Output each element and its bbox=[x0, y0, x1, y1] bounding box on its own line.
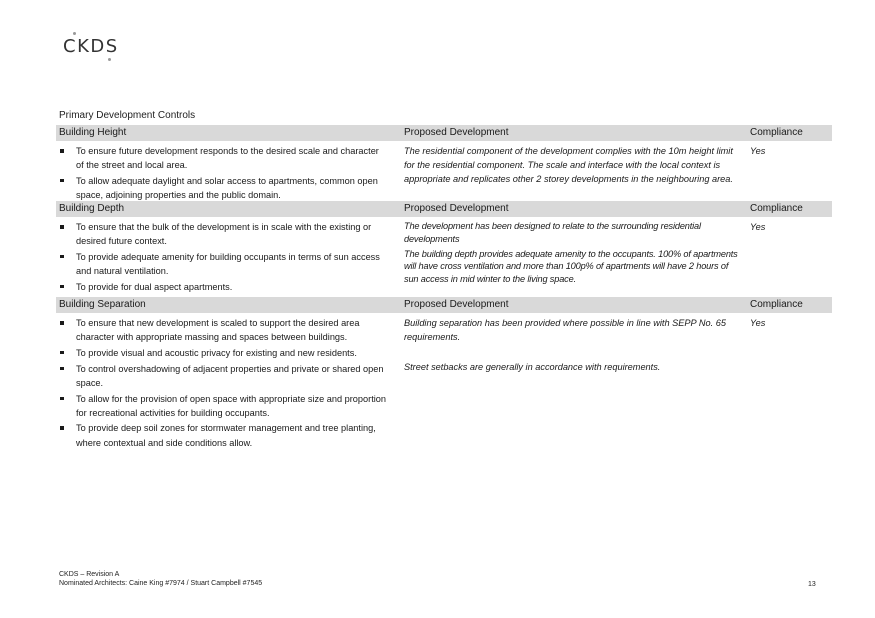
objective-item: To allow for the provision of open space with appropriate size and proportion for recreational activities for building occupants. bbox=[56, 392, 386, 420]
objectives-list bbox=[56, 144, 386, 204]
objective-item: To provide for dual aspect apartments. bbox=[56, 280, 386, 294]
objective-item: To ensure that new development is scaled to support the desired area character with appropriate massing and spaces between buildings. bbox=[56, 316, 386, 344]
section-header-building-depth bbox=[56, 201, 832, 217]
proposed-development bbox=[404, 220, 740, 286]
logo-dot-bottom bbox=[108, 58, 111, 61]
objectives-list bbox=[56, 316, 386, 451]
page-number: 13 bbox=[808, 581, 816, 588]
proposed-text: The building depth provides adequate amenity to the occupants. 100% of apartments will have cross ventilation and more than 100p% of apartments will have 2 hours of sun access in mid winter to the living space. bbox=[404, 248, 738, 285]
compliance-header: Compliance bbox=[750, 203, 803, 214]
ckds-logo bbox=[63, 32, 133, 66]
proposed-development bbox=[404, 144, 740, 187]
objective-item: To provide adequate amenity for building occupants in terms of sun access and natural ventilation. bbox=[56, 250, 386, 278]
controls-table bbox=[56, 125, 832, 453]
section-title: Primary Development Controls bbox=[59, 110, 196, 121]
objective-item: To ensure that the bulk of the development is in scale with the existing or desired future context. bbox=[56, 220, 386, 248]
compliance-value: Yes bbox=[750, 146, 766, 156]
proposed-text: Building separation has been provided where possible in line with SEPP No. 65 requirements. bbox=[404, 318, 726, 343]
section-row-building-depth bbox=[56, 217, 832, 297]
objectives-list bbox=[56, 220, 386, 296]
section-row-building-height bbox=[56, 141, 832, 201]
section-heading: Building Height bbox=[59, 127, 127, 138]
proposed-header: Proposed Development bbox=[404, 127, 509, 138]
footer bbox=[59, 570, 262, 588]
proposed-header: Proposed Development bbox=[404, 299, 509, 310]
compliance-value: Yes bbox=[750, 318, 766, 328]
section-heading: Building Separation bbox=[59, 299, 146, 310]
objective-item: To control overshadowing of adjacent properties and private or shared open space. bbox=[56, 362, 386, 390]
objective-item: To allow adequate daylight and solar access to apartments, common open space, adjoining properties and the public domain. bbox=[56, 174, 386, 202]
proposed-header: Proposed Development bbox=[404, 203, 509, 214]
section-row-building-separation bbox=[56, 313, 832, 453]
compliance-value: Yes bbox=[750, 222, 766, 232]
compliance-header: Compliance bbox=[750, 127, 803, 138]
proposed-text: The development has been designed to relate to the surrounding residential developments bbox=[404, 221, 701, 244]
logo-dot-top bbox=[73, 32, 76, 35]
proposed-text: Street setbacks are generally in accordance with requirements. bbox=[404, 362, 661, 373]
objective-item: To ensure future development responds to the desired scale and character of the street and local area. bbox=[56, 144, 386, 172]
objective-item: To provide deep soil zones for stormwater management and tree planting, where contextual and side conditions allow. bbox=[56, 421, 386, 449]
proposed-development bbox=[404, 316, 740, 375]
section-heading: Building Depth bbox=[59, 203, 125, 214]
section-header-building-separation bbox=[56, 297, 832, 313]
objective-item: To provide visual and acoustic privacy for existing and new residents. bbox=[56, 346, 386, 360]
footer-architects: Nominated Architects: Caine King #7974 / Stuart Campbell #7545 bbox=[59, 580, 263, 587]
footer-revision: CKDS – Revision A bbox=[59, 571, 120, 578]
compliance-header: Compliance bbox=[750, 299, 803, 310]
proposed-text: The residential component of the development complies with the 10m height limit for the residential component. The scale and interface with the local context is appropriate and replicates other 2 storey developments in the neighbouring area. bbox=[404, 146, 733, 185]
section-header-building-height bbox=[56, 125, 832, 141]
logo-text: CKDS bbox=[63, 36, 119, 57]
